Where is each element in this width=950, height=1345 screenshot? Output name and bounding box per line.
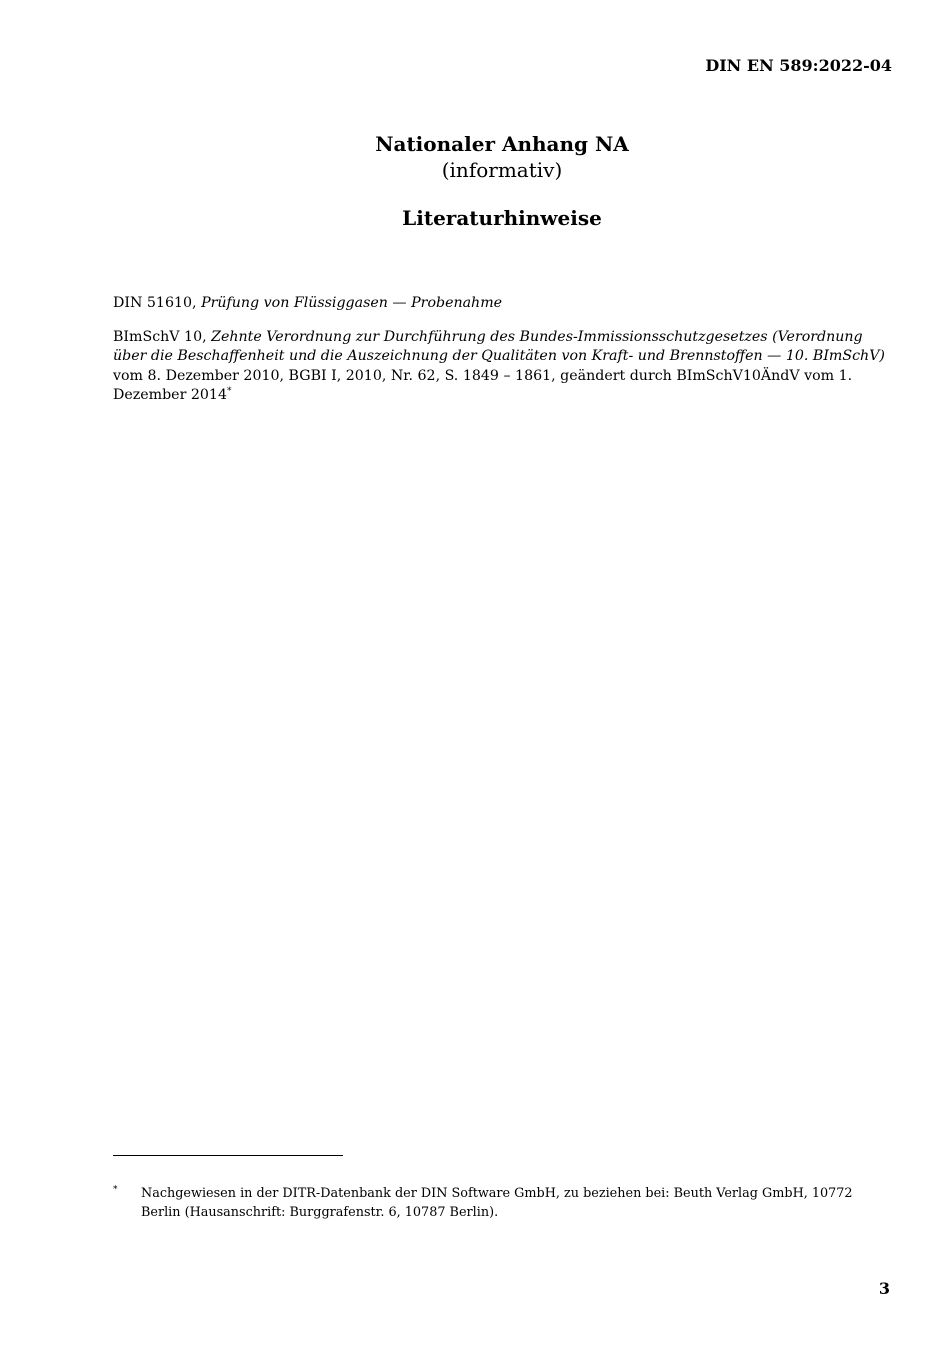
reference-prefix: DIN 51610, bbox=[113, 295, 202, 311]
reference-suffix: vom 8. Dezember 2010, BGBI I, 2010, Nr. 62, S. 1849 – 1861, geändert durch BImSchV10ÄndV vom 1. Dezember 2014 bbox=[113, 367, 853, 404]
reference-item bbox=[113, 294, 891, 314]
reference-title: Zehnte Verordnung zur Durchführung des Bundes-Immissionsschutzgesetzes (Verordnung über die Beschaffenheit und die Auszeichnung der Qualitäten von Kraft- und Brennstoffen — 10. BImSchV) bbox=[113, 328, 885, 365]
footnote-text: Nachgewiesen in der DITR-Datenbank der DIN Software GmbH, zu beziehen bei: Beuth Verlag GmbH, 10772 Berlin (Hausanschrift: Burggrafenstr. 6, 10787 Berlin). bbox=[141, 1186, 853, 1220]
annex-subtitle: (informativ) bbox=[441, 158, 563, 182]
document-id: DIN EN 589:2022-04 bbox=[705, 56, 892, 75]
section-title: Literaturhinweise bbox=[402, 206, 602, 230]
footnote-marker: * bbox=[113, 1185, 118, 1195]
annex-heading bbox=[112, 131, 892, 183]
footnote bbox=[113, 1184, 893, 1222]
footnote-divider bbox=[113, 1155, 343, 1156]
annex-title: Nationaler Anhang NA bbox=[375, 132, 629, 156]
reference-item bbox=[113, 328, 891, 406]
reference-title: Prüfung von Flüssiggasen — Probenahme bbox=[201, 295, 503, 311]
reference-prefix: BImSchV 10, bbox=[113, 328, 212, 345]
footnote-reference: * bbox=[226, 386, 232, 397]
page-number: 3 bbox=[878, 1279, 890, 1298]
reference-list bbox=[113, 294, 891, 420]
